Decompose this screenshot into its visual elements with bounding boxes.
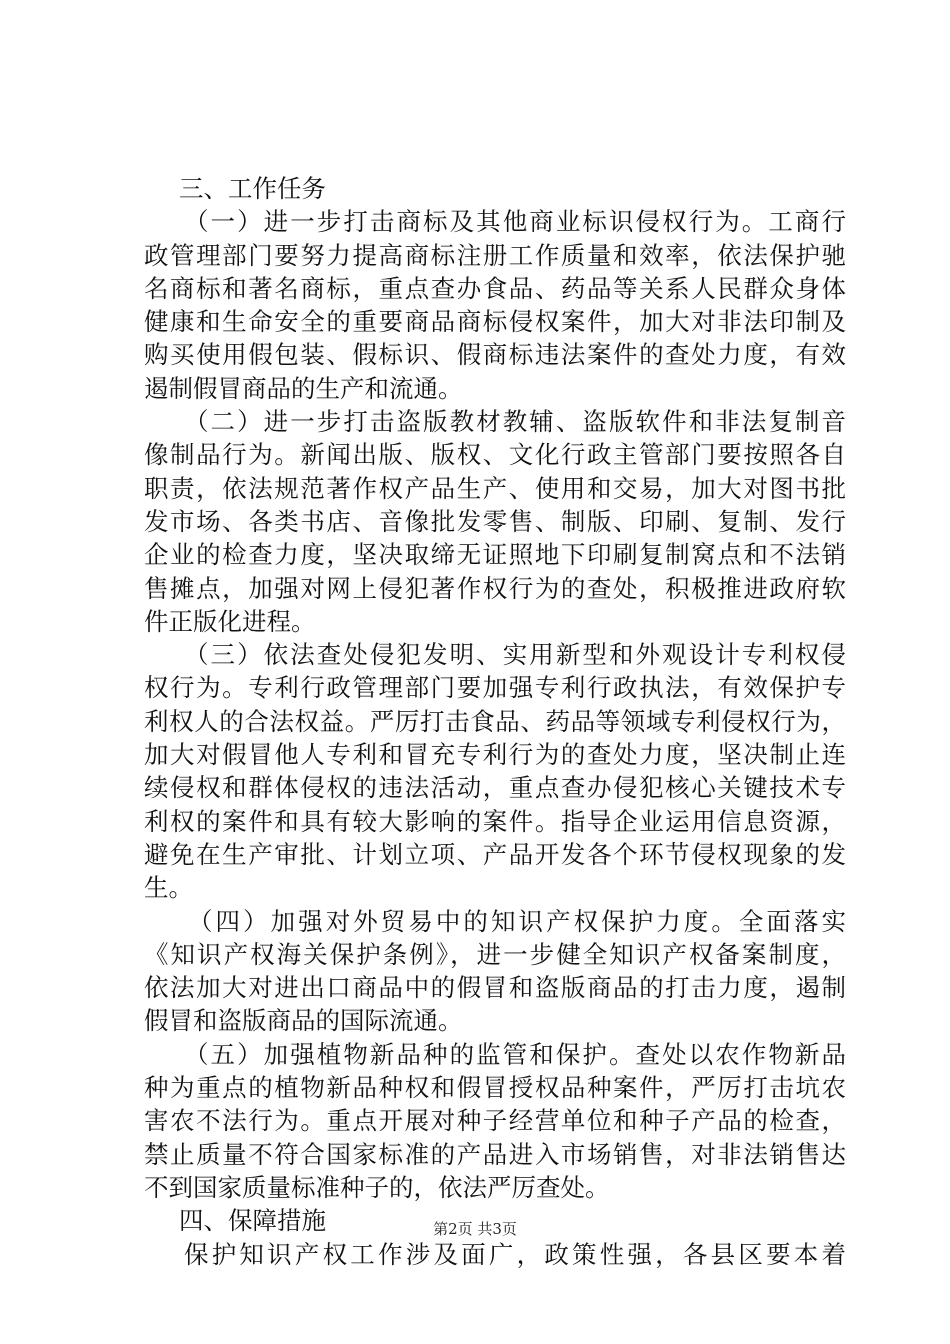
paragraph-line: 政管理部门要努力提高商标注册工作质量和效率，依法保护驰 (144, 240, 846, 270)
paragraph-line: 不到国家质量标准种子的，依法严厉查处。 (144, 1172, 610, 1202)
paragraph-foreign-trade (144, 905, 846, 1038)
paragraph-line: （五）加强植物新品种的监管和保护。查处以农作物新品 (184, 1039, 846, 1069)
paragraph-line: 健康和生命安全的重要商品商标侵权案件，加大对非法印制及 (144, 307, 846, 337)
paragraph-trademark (144, 205, 846, 405)
paragraph-line: 依法加大对进出口商品中的假冒和盗版商品的打击力度，遏制 (144, 973, 846, 1003)
paragraph-line: 续侵权和群体侵权的违法活动，重点查办侵犯核心关键技术专 (144, 773, 846, 803)
paragraph-line: 权行为。专利行政管理部门要加强专利行政执法，有效保护专 (144, 673, 846, 703)
paragraph-line: 禁止质量不符合国家标准的产品进入市场销售，对非法销售达 (144, 1139, 846, 1169)
paragraph-line: （二）进一步打击盗版教材教辅、盗版软件和非法复制音 (184, 407, 846, 437)
paragraph-line: （一）进一步打击商标及其他商业标识侵权行为。工商行 (184, 207, 846, 237)
page-number: 第2页 共3页 (433, 1220, 517, 1238)
paragraph-line: 像制品行为。新闻出版、版权、文化行政主管部门要按照各自 (144, 440, 846, 470)
paragraph-line: 利权的案件和具有较大影响的案件。指导企业运用信息资源， (144, 806, 846, 836)
paragraph-line: 保护知识产权工作涉及面广，政策性强，各县区要本着 (184, 1239, 846, 1269)
paragraph-line: 种为重点的植物新品种权和假冒授权品种案件，严厉打击坑农 (144, 1073, 846, 1103)
paragraph-line: 发市场、各类书店、音像批发零售、制版、印刷、复制、发行 (144, 506, 846, 536)
paragraph-line: 购买使用假包装、假标识、假商标违法案件的查处力度，有效 (144, 340, 846, 370)
paragraph-line: 加大对假冒他人专利和冒充专利行为的查处力度，坚决制止连 (144, 740, 846, 770)
paragraph-line: 避免在生产审批、计划立项、产品开发各个环节侵权现象的发 (144, 839, 846, 869)
paragraph-line: 职责，依法规范著作权产品生产、使用和交易，加大对图书批 (144, 473, 846, 503)
paragraph-line: （四）加强对外贸易中的知识产权保护力度。全面落实 (188, 906, 846, 936)
paragraph-line: 遏制假冒商品的生产和流通。 (144, 373, 463, 403)
paragraph-safeguards (144, 1238, 846, 1271)
document-body (144, 172, 846, 1271)
paragraph-line: （三）依法查处侵犯发明、实用新型和外观设计专利权侵 (184, 640, 846, 670)
paragraph-line: 企业的检查力度，坚决取缔无证照地下印刷复制窝点和不法销 (144, 540, 846, 570)
paragraph-line: 《知识产权海关保护条例》，进一步健全知识产权备案制度， (144, 939, 846, 969)
paragraph-line: 生。 (144, 873, 193, 903)
section-heading-3: 三、工作任务 (179, 174, 326, 203)
paragraph-patent (144, 638, 846, 904)
paragraph-line: 假冒和盗版商品的国际流通。 (144, 1006, 463, 1036)
paragraph-plant-variety (144, 1038, 846, 1204)
paragraph-line: 售摊点，加强对网上侵犯著作权行为的查处，积极推进政府软 (144, 573, 846, 603)
paragraph-line: 件正版化进程。 (144, 606, 316, 636)
paragraph-piracy (144, 405, 846, 638)
paragraph-line: 害农不法行为。重点开展对种子经营单位和种子产品的检查， (144, 1106, 846, 1136)
section-heading-4: 四、保障措施 (179, 1206, 326, 1236)
paragraph-line: 名商标和著名商标，重点查办食品、药品等关系人民群众身体 (144, 273, 846, 303)
paragraph-line: 利权人的合法权益。严厉打击食品、药品等领域专利侵权行为， (144, 706, 846, 736)
